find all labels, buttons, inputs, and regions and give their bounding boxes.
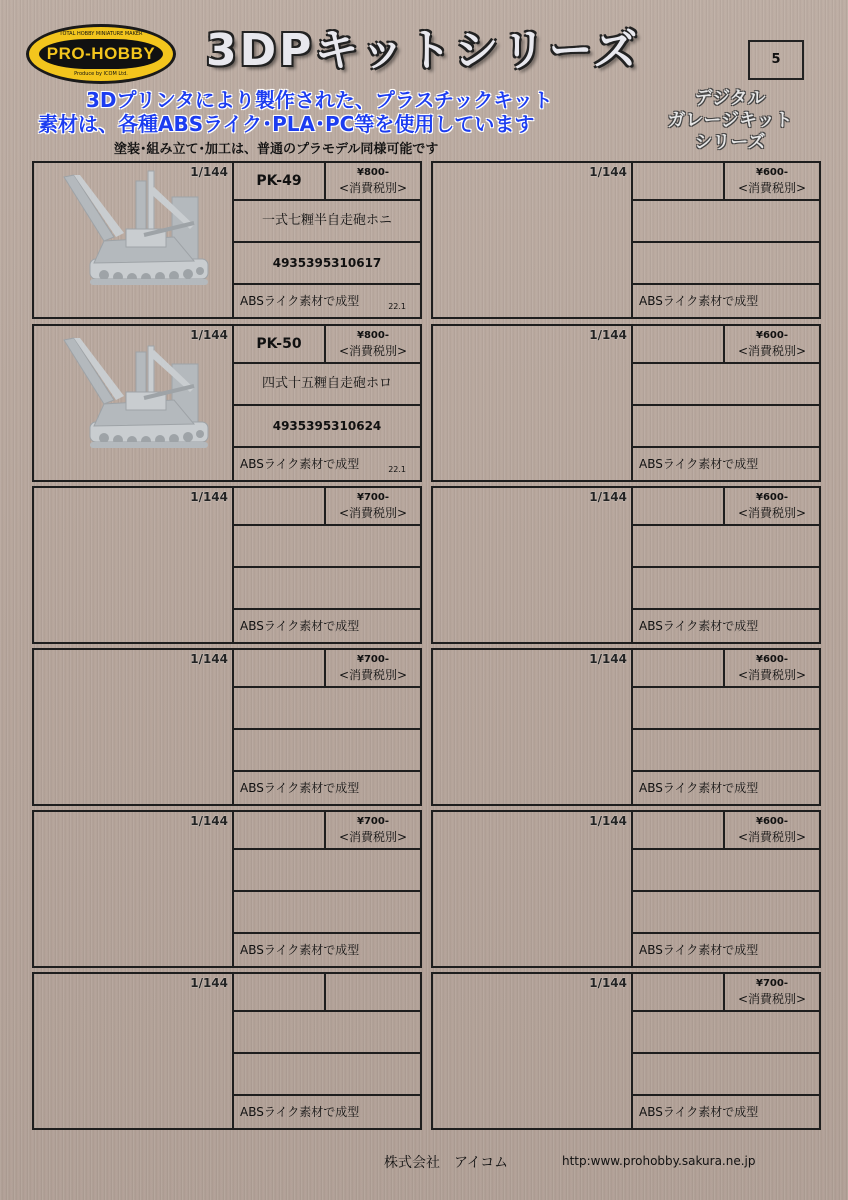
material-row [234, 772, 420, 804]
product-code [234, 812, 326, 848]
product-name [234, 526, 420, 568]
price-box [725, 650, 819, 686]
jan-code [633, 406, 819, 448]
material-row [633, 448, 819, 480]
price-box [326, 812, 420, 848]
product-info [633, 812, 819, 966]
code-price-row [234, 163, 420, 201]
page-number: 5 [748, 40, 804, 80]
tax-note: <消費税別> [737, 992, 807, 1006]
tank-model-icon [64, 338, 208, 448]
material-note: ABSライク素材で成型 [639, 943, 759, 957]
release-number: 22.1 [388, 302, 406, 311]
tax-note: <消費税別> [338, 668, 408, 682]
logo-top-text: TOTAL HOBBY MINIATURE MAKER [59, 31, 143, 37]
product-image-area [34, 163, 234, 317]
product-image-area [433, 974, 633, 1128]
product-card [431, 486, 821, 644]
price: ¥600- [756, 167, 788, 178]
tank-model-icon [64, 171, 208, 285]
material-note: ABSライク素材で成型 [639, 781, 759, 795]
material-note: ABSライク素材で成型 [639, 457, 759, 471]
material-note: ABSライク素材で成型 [639, 294, 759, 308]
product-code [633, 974, 725, 1010]
price: ¥700- [357, 816, 389, 827]
series-label [640, 88, 820, 154]
price-box [326, 650, 420, 686]
price-box [725, 812, 819, 848]
material-note: ABSライク素材で成型 [240, 294, 360, 308]
series-label-line: シリーズ [694, 132, 766, 153]
product-info [234, 812, 420, 966]
product-code [633, 650, 725, 686]
jan-code: 4935395310624 [234, 406, 420, 448]
material-note: ABSライク素材で成型 [639, 619, 759, 633]
price-box [725, 163, 819, 199]
product-card [431, 810, 821, 968]
product-image-area [433, 488, 633, 642]
material-row [234, 448, 420, 480]
series-label-line: デジタル [694, 88, 766, 109]
material-row [633, 772, 819, 804]
product-code [633, 488, 725, 524]
code-price-row [234, 488, 420, 526]
product-image-area [433, 650, 633, 804]
code-price-row [234, 650, 420, 688]
product-name [633, 526, 819, 568]
scale-label: 1/144 [190, 652, 228, 666]
material-row [633, 610, 819, 642]
product-name [633, 688, 819, 730]
price: ¥600- [756, 492, 788, 503]
series-label-line: ガレージキット [667, 110, 793, 131]
code-price-row [633, 163, 819, 201]
product-info [633, 650, 819, 804]
product-code [234, 488, 326, 524]
jan-code [633, 243, 819, 285]
tax-note: <消費税別> [338, 506, 408, 520]
subtitle-line-1: 3Dプリンタにより製作された、プラスチックキット [86, 88, 553, 112]
code-price-row [633, 812, 819, 850]
jan-code [234, 568, 420, 610]
code-price-row [234, 974, 420, 1012]
material-row [633, 285, 819, 317]
product-name [234, 688, 420, 730]
scale-label: 1/144 [190, 814, 228, 828]
page-title: 3DPキットシリーズ [206, 25, 641, 76]
product-image-area [433, 812, 633, 966]
material-note: ABSライク素材で成型 [240, 457, 360, 471]
price: ¥600- [756, 816, 788, 827]
price: ¥600- [756, 330, 788, 341]
product-info [234, 163, 420, 317]
price-box [725, 974, 819, 1010]
material-row [234, 934, 420, 966]
jan-code [234, 892, 420, 934]
price-box [725, 488, 819, 524]
jan-code [234, 730, 420, 772]
product-image-area [34, 326, 234, 480]
product-image-area [34, 974, 234, 1128]
product-image-area [433, 163, 633, 317]
product-info [633, 326, 819, 480]
tax-note: <消費税別> [737, 830, 807, 844]
product-info [633, 488, 819, 642]
tax-note: <消費税別> [737, 181, 807, 195]
price-box [326, 326, 420, 362]
product-info [234, 326, 420, 480]
material-note: ABSライク素材で成型 [240, 781, 360, 795]
company-name: 株式会社 アイコム [384, 1155, 509, 1171]
product-name [234, 1012, 420, 1054]
product-image-area [34, 488, 234, 642]
code-price-row [633, 650, 819, 688]
scale-label: 1/144 [190, 328, 228, 342]
scale-label: 1/144 [190, 490, 228, 504]
product-card [32, 161, 422, 319]
price: ¥800- [357, 167, 389, 178]
logo-bottom-text: Produce by ICOM Ltd. [74, 71, 128, 77]
code-price-row [633, 326, 819, 364]
product-card [431, 648, 821, 806]
scale-label: 1/144 [589, 328, 627, 342]
scale-label: 1/144 [589, 814, 627, 828]
tax-note: <消費税別> [737, 506, 807, 520]
pro-hobby-logo [26, 24, 176, 84]
product-code [633, 812, 725, 848]
scale-label: 1/144 [589, 976, 627, 990]
price-box [326, 488, 420, 524]
product-info [234, 650, 420, 804]
model-image [44, 330, 224, 475]
tax-note: <消費税別> [737, 344, 807, 358]
product-code [234, 650, 326, 686]
product-name [633, 850, 819, 892]
price-box [326, 163, 420, 199]
product-image-area [34, 812, 234, 966]
material-note: ABSライク素材で成型 [639, 1105, 759, 1119]
product-info [633, 163, 819, 317]
jan-code [234, 1054, 420, 1096]
product-name: 一式七糎半自走砲ホニ [234, 201, 420, 243]
product-card [32, 324, 422, 482]
jan-code: 4935395310617 [234, 243, 420, 285]
jan-code [633, 892, 819, 934]
product-name [234, 850, 420, 892]
price: ¥700- [357, 654, 389, 665]
product-card [431, 324, 821, 482]
product-info [234, 974, 420, 1128]
jan-code [633, 730, 819, 772]
product-image-area [34, 650, 234, 804]
subtitle-line-2: 素材は、各種ABSライク･PLA･PC等を使用しています [38, 112, 535, 136]
logo-text: PRO-HOBBY [39, 39, 163, 69]
scale-label: 1/144 [190, 976, 228, 990]
price: ¥800- [357, 330, 389, 341]
tax-note: <消費税別> [737, 668, 807, 682]
product-card [32, 810, 422, 968]
jan-code [633, 568, 819, 610]
scale-label: 1/144 [589, 165, 627, 179]
product-name [633, 364, 819, 406]
website-url: http:www.prohobby.sakura.ne.jp [562, 1154, 756, 1168]
material-row [633, 1096, 819, 1128]
product-card [431, 972, 821, 1130]
product-info [234, 488, 420, 642]
material-note: ABSライク素材で成型 [240, 943, 360, 957]
product-info [633, 974, 819, 1128]
material-note: ABSライク素材で成型 [240, 619, 360, 633]
code-price-row [633, 974, 819, 1012]
subtitle-line-3: 塗装･組み立て･加工は、普通のプラモデル同様可能です [114, 142, 439, 157]
scale-label: 1/144 [589, 490, 627, 504]
model-image [44, 167, 224, 312]
price: ¥700- [756, 978, 788, 989]
material-row [633, 934, 819, 966]
product-code [633, 163, 725, 199]
product-code: PK-49 [234, 163, 326, 199]
jan-code [633, 1054, 819, 1096]
product-card [32, 972, 422, 1130]
material-row [234, 1096, 420, 1128]
price-box [326, 974, 420, 1010]
tax-note: <消費税別> [338, 344, 408, 358]
product-card [32, 486, 422, 644]
product-name [633, 201, 819, 243]
code-price-row [234, 326, 420, 364]
release-number: 22.1 [388, 465, 406, 474]
product-name [633, 1012, 819, 1054]
code-price-row [234, 812, 420, 850]
tax-note: <消費税別> [338, 181, 408, 195]
material-row [234, 610, 420, 642]
product-image-area [433, 326, 633, 480]
scale-label: 1/144 [190, 165, 228, 179]
code-price-row [633, 488, 819, 526]
price: ¥700- [357, 492, 389, 503]
price: ¥600- [756, 654, 788, 665]
material-note: ABSライク素材で成型 [240, 1105, 360, 1119]
product-card [431, 161, 821, 319]
product-code: PK-50 [234, 326, 326, 362]
price-box [725, 326, 819, 362]
product-name: 四式十五糎自走砲ホロ [234, 364, 420, 406]
material-row [234, 285, 420, 317]
product-code [234, 974, 326, 1010]
scale-label: 1/144 [589, 652, 627, 666]
tax-note: <消費税別> [338, 830, 408, 844]
product-code [633, 326, 725, 362]
product-card [32, 648, 422, 806]
